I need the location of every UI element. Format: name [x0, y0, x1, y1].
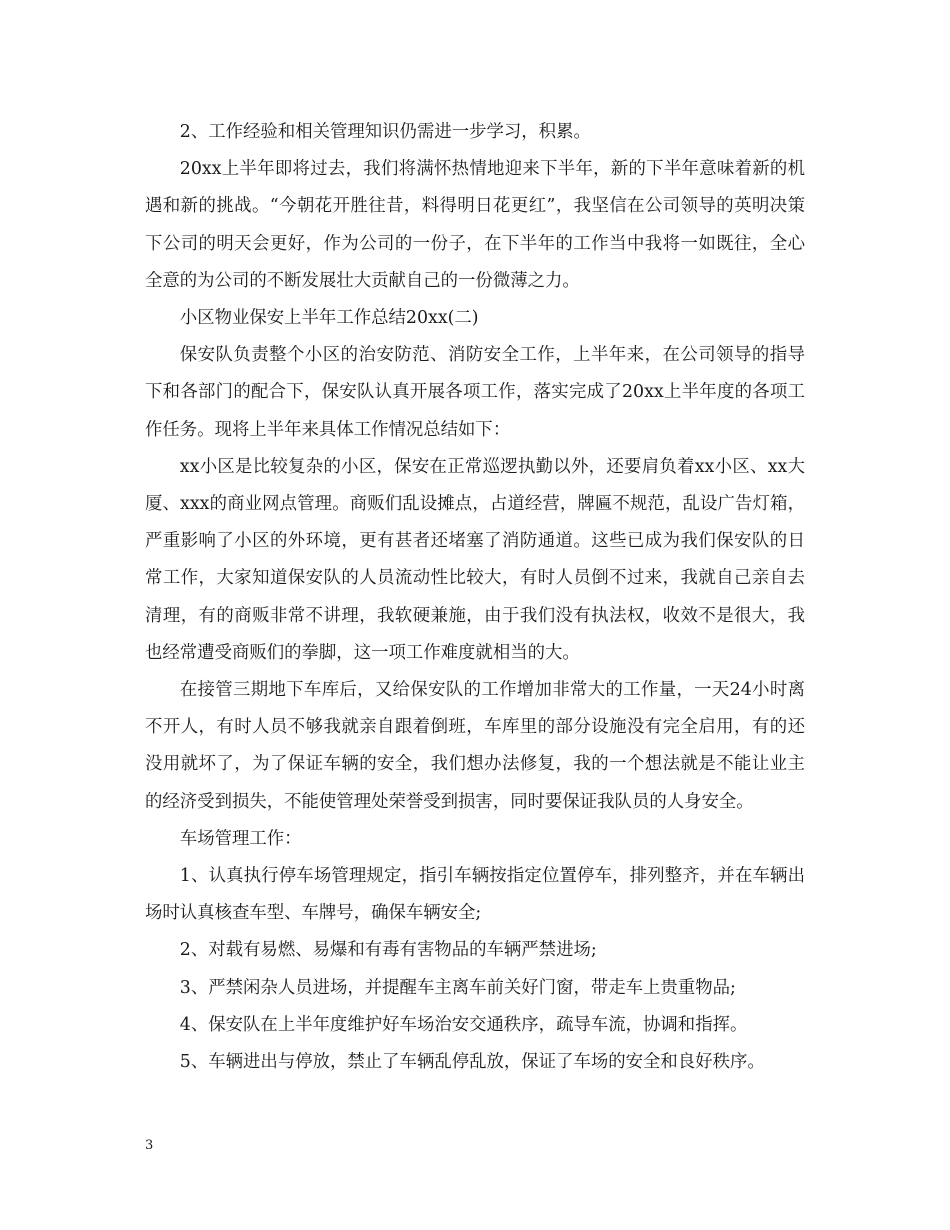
- paragraph-outlook: 20xx上半年即将过去，我们将满怀热情地迎来下半年，新的下半年意味着新的机遇和新的挑战。“今朝花开胜往昔，料得明日花更红”，我坚信在公司领导的英明决策下公司的明天会更好，作为公司的一份子，在下半年的工作当中我将一如既往，全心全意的为公司的不断发展壮大贡献自己的一份微薄之力。: [145, 159, 805, 291]
- parking-item-2: 2、对载有易燃、易爆和有毒有害物品的车辆严禁进场;: [179, 940, 597, 961]
- page-number: 3: [145, 1138, 154, 1153]
- document-body: [145, 114, 805, 1081]
- parking-item-4: 4、保安队在上半年度维护好车场治安交通秩序，疏导车流，协调和指挥。: [179, 1014, 748, 1035]
- parking-item-3: 3、严禁闲杂人员进场，并提醒车主离车前关好门窗，带走车上贵重物品;: [179, 977, 736, 998]
- paragraph-garage-management: 在接管三期地下车库后，又给保安队的工作增加非常大的工作量，一天24小时离不开人，有时人员不够我就亲自跟着倒班，车库里的部分设施没有完全启用，有的还没用就坏了，为了保证车辆的安全，我们想办法修复，我的一个想法就是不能让业主的经济受到损失，不能使管理处荣誉受到损害，同时要保证我队员的人身安全。: [145, 680, 805, 812]
- parking-work-heading: 车场管理工作：: [179, 828, 302, 849]
- paragraph-community-management: xx小区是比较复杂的小区，保安在正常巡逻执勤以外，还要肩负着xx小区、xx大厦、xxx的商业网点管理。商贩们乱设摊点，占道经营，牌匾不规范，乱设广告灯箱，严重影响了小区的外环境，更有甚者还堵塞了消防通道。这些已成为我们保安队的日常工作，大家知道保安队的人员流动性比较大，有时人员倒不过来，我就自己亲自去清理，有的商贩非常不讲理，我软硬兼施，由于我们没有执法权，收效不是很大，我也经常遭受商贩们的拳脚，这一项工作难度就相当的大。: [145, 456, 805, 663]
- section-title: 小区物业保安上半年工作总结20xx(二): [179, 308, 479, 329]
- paragraph-item-2-summary: 2、工作经验和相关管理知识仍需进一步学习，积累。: [179, 122, 591, 142]
- parking-item-1: 1、认真执行停车场管理规定，指引车辆按指定位置停车，排列整齐，并在车辆出场时认真核查车型、车牌号，确保车辆安全;: [145, 866, 805, 924]
- parking-item-5: 5、车辆进出与停放，禁止了车辆乱停乱放，保证了车场的安全和良好秩序。: [179, 1052, 765, 1073]
- paragraph-intro: 保安队负责整个小区的治安防范、消防安全工作，上半年来，在公司领导的指导下和各部门的配合下，保安队认真开展各项工作，落实完成了20xx上半年度的各项工作任务。现将上半年来具体工作情况总结如下：: [145, 345, 805, 440]
